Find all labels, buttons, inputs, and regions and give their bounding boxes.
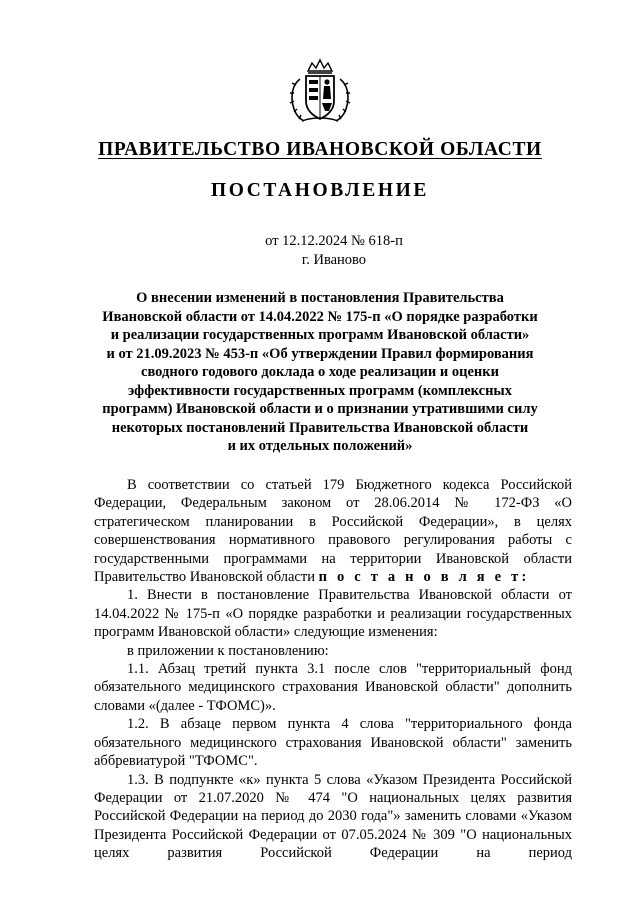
date-number: от 12.12.2024 № 618-п xyxy=(265,233,403,249)
decree-word: п о с т а н о в л я е т: xyxy=(318,569,530,586)
subject-line: программ) Ивановской области и о признании утратившими силу xyxy=(102,401,538,417)
preamble-paragraph xyxy=(94,476,572,586)
body-paragraph: 1.2. В абзаце первом пункта 4 слова "территориального фонда обязательного медицинского страхования Ивановской области" заменить аббревиатурой "ТФОМС". xyxy=(94,716,572,770)
preamble-text: В соответствии со статьей 179 Бюджетного кодекса Российской Федерации, Федеральным законом от 28.06.2014 № 172-ФЗ «О стратегическом планировании в Российской Федерации», в целях совершенствования нормативного правового регулирования работы с государственными программами на территории Ивановской области Правительство Ивановской области xyxy=(94,477,572,586)
subject-line: О внесении изменений в постановления Правительства xyxy=(136,290,504,306)
subject-line: и реализации государственных программ Ивановской области» xyxy=(110,327,530,343)
body-paragraph: 1. Внести в постановление Правительства Ивановской области от 14.04.2022 № 175-п «О порядке разработки и реализации государственных программ Ивановской области» следующие изменения: xyxy=(94,587,572,641)
subject-line: некоторых постановлений Правительства Ивановской области xyxy=(111,419,529,436)
document-type: ПОСТАНОВЛЕНИЕ xyxy=(210,180,430,201)
document-subject xyxy=(80,289,560,456)
body-paragraph: 1.1. Абзац третий пункта 3.1 после слов "территориальный фонд обязательного медицинского страхования Ивановской области" дополнить словами «(далее - ТФОМС)». xyxy=(94,661,572,714)
subject-line: сводного годового доклада о ходе реализации и оценки xyxy=(141,364,499,380)
document-meta xyxy=(0,232,640,270)
subject-line: Ивановской области от 14.04.2022 № 175-п «О порядке разработки xyxy=(102,308,538,325)
organization-title: ПРАВИТЕЛЬСТВО ИВАНОВСКОЙ ОБЛАСТИ xyxy=(98,139,542,160)
subject-line: эффективности государственных программ (комплексных xyxy=(128,382,512,399)
coat-of-arms-icon xyxy=(286,57,354,125)
city: г. Иваново xyxy=(301,252,367,268)
document-body xyxy=(94,476,572,863)
body-paragraph: в приложении к постановлению: xyxy=(127,642,329,659)
subject-line: и от 21.09.2023 № 453-п «Об утверждении Правил формирования xyxy=(106,345,534,362)
body-paragraph: 1.3. В подпункте «к» пункта 5 слова «Указом Президента Российской Федерации от 21.07.2020 № 474 "О национальных целях развития Российской Федерации на период до 2030 года"» заменить словами «Указом Президента Российской Федерации от 07.05.2024 № 309 "О национальных целях развития Российской Федерации на период xyxy=(94,771,572,862)
subject-line: и их отдельных положений» xyxy=(227,438,413,454)
